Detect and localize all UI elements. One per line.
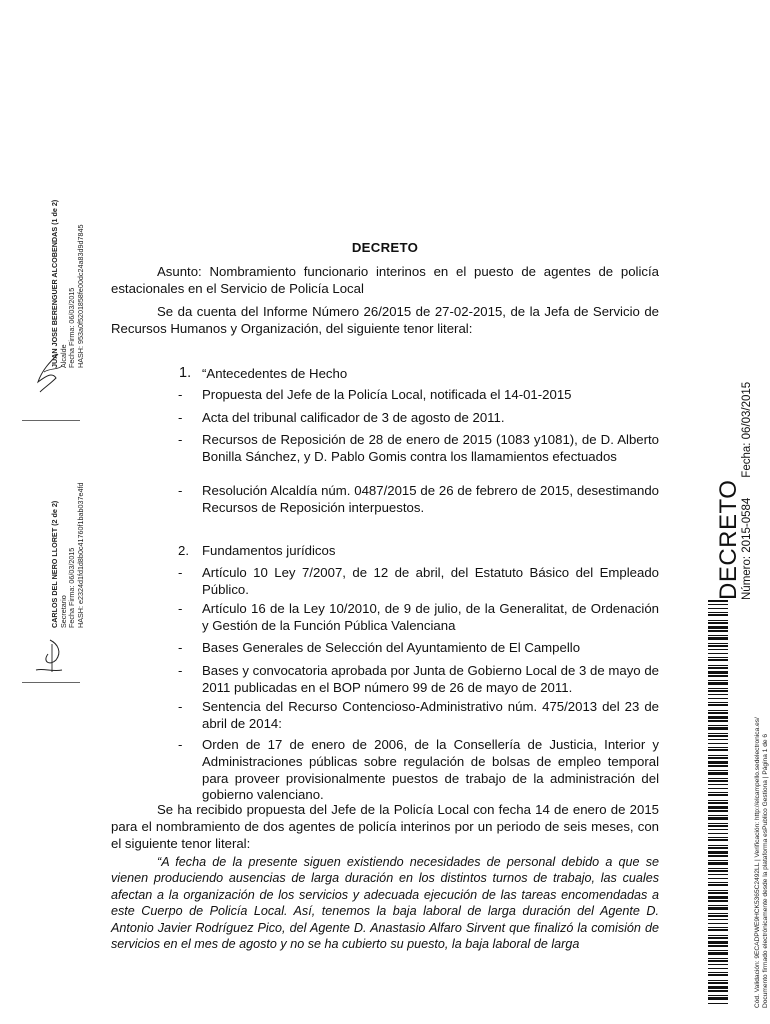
barcode-bar <box>708 704 728 706</box>
barcode-bar <box>708 1003 728 1004</box>
barcode-bar <box>708 657 728 658</box>
barcode-bar <box>708 645 728 647</box>
handwritten-signature-secretario <box>28 632 76 680</box>
barcode-bar <box>708 810 728 812</box>
section-heading: “Antecedentes de Hecho <box>202 366 348 381</box>
barcode-bar <box>708 612 728 613</box>
barcode-bar <box>708 792 728 793</box>
list-bullet: - <box>178 432 183 447</box>
barcode-bar <box>708 770 728 771</box>
barcode-bar <box>708 927 728 928</box>
list-item: Artículo 16 de la Ley 10/2010, de 9 de julio, de la Generalitat, de Ordenación y Gestión de la Función Pública Valenciana <box>202 601 659 633</box>
barcode-bar <box>708 937 728 939</box>
barcode-bar <box>708 698 728 699</box>
barcode-bar <box>708 960 728 962</box>
barcode-bar <box>708 935 728 936</box>
list-item: Resolución Alcaldía núm. 0487/2015 de 26 de febrero de 2015, desestimando Recursos de Reposición interpuestos. <box>202 483 659 515</box>
barcode-bar <box>708 833 728 834</box>
barcode-bar <box>708 608 728 609</box>
list-bullet: - <box>178 483 183 498</box>
signature-divider <box>22 420 80 421</box>
barcode-bar <box>708 964 728 965</box>
decreto-stamp-meta <box>741 382 754 600</box>
signature-text-alcalde <box>51 199 85 367</box>
barcode-bar <box>708 837 728 838</box>
barcode-bar <box>708 882 728 883</box>
barcode-bar <box>708 727 728 730</box>
barcode-bar <box>708 735 728 737</box>
barcode-bar <box>708 761 728 764</box>
barcode-bar <box>708 929 728 931</box>
barcode-bar <box>708 986 728 989</box>
barcode-bar <box>708 892 728 894</box>
signature-text-secretario <box>51 482 85 627</box>
barcode-bar <box>708 905 728 906</box>
barcode-bar <box>708 980 728 981</box>
barcode-bar <box>708 847 728 849</box>
barcode-bar <box>708 755 728 756</box>
asunto-paragraph: Asunto: Nombramiento funcionario interinos en el puesto de agentes de policía estacionales en el Servicio de Policía Local <box>111 264 659 296</box>
barcode-bar <box>708 630 728 632</box>
barcode-bar <box>708 907 728 910</box>
barcode-bar <box>708 600 728 602</box>
barcode-bar <box>708 720 728 722</box>
barcode-bar <box>708 626 728 629</box>
barcode-bar <box>708 643 728 644</box>
barcode-bar <box>708 765 728 767</box>
list-bullet: - <box>178 640 183 655</box>
barcode-bar <box>708 923 728 924</box>
signer-name: JUAN JOSE BERENGUER ALCOBENDAS (1 de 2) <box>50 199 59 368</box>
barcode-bar <box>708 952 728 955</box>
barcode-bar <box>708 749 728 751</box>
section-number: 1. <box>179 365 192 381</box>
barcode-bar <box>708 890 728 891</box>
barcode-bar <box>708 958 728 959</box>
list-item: Bases y convocatoria aprobada por Junta de Gobierno Local de 3 de mayo de 2011 publicadas en el BOP número 99 de 26 de mayo de 2011. <box>202 663 659 695</box>
verification-text <box>754 717 770 1008</box>
barcode <box>708 600 728 1010</box>
barcode-bar <box>708 772 728 775</box>
barcode-bar <box>708 919 728 920</box>
list-item: Artículo 10 Ley 7/2007, de 12 de abril, del Estatuto Básico del Empleado Público. <box>202 565 659 597</box>
barcode-bar <box>708 614 728 616</box>
intro-paragraph: Se da cuenta del Informe Número 26/2015 de 27-02-2015, de la Jefa de Servicio de Recursos Humanos y Organización, del siguiente tenor literal: <box>111 304 659 336</box>
list-item: Bases Generales de Selección del Ayuntamiento de El Campello <box>202 640 581 655</box>
signer-role: Secretario <box>58 594 68 628</box>
decreto-stamp-label: DECRETO <box>715 479 742 600</box>
barcode-bar <box>708 710 728 711</box>
document-title: DECRETO <box>351 240 419 255</box>
signature-date: Fecha Firma: 06/03/2015 <box>67 287 77 368</box>
barcode-bar <box>708 995 728 996</box>
barcode-bar <box>708 968 728 969</box>
list-bullet: - <box>178 410 183 425</box>
platform-note: Documento firmado electrónicamente desde la plataforma esPublico Gestiona | Página 1 de 6 <box>762 733 770 1008</box>
section-heading: Fundamentos jurídicos <box>202 543 336 558</box>
closing-paragraph: Se ha recibido propuesta del Jefe de la Policía Local con fecha 14 de enero de 2015 para el nombramiento de dos agentes de policía interinos por un periodo de seis meses, con el siguiente tenor literal: <box>111 802 659 851</box>
decreto-number: Número: 2015-0584 <box>741 497 753 600</box>
barcode-bar <box>708 802 728 804</box>
barcode-bar <box>708 788 728 789</box>
barcode-bar <box>708 845 728 846</box>
list-bullet: - <box>178 565 183 580</box>
signer-name: CARLOS DEL NERO LLORET (2 de 2) <box>50 500 59 628</box>
list-bullet: - <box>178 737 183 752</box>
barcode-bar <box>708 688 728 689</box>
barcode-bar <box>708 682 728 685</box>
signature-divider <box>22 682 80 683</box>
barcode-bar <box>708 878 728 879</box>
signer-role: Alcalde <box>58 344 68 368</box>
barcode-bar <box>708 868 728 869</box>
barcode-bar <box>708 743 728 744</box>
barcode-bar <box>708 778 728 779</box>
barcode-bar <box>708 680 728 681</box>
barcode-bar <box>708 839 728 841</box>
barcode-bar <box>708 653 728 654</box>
list-item: Recursos de Reposición de 28 de enero de 2015 (1083 y1081), de D. Alberto Bonilla Sánchez, y D. Pablo Gomis contra los llamamientos efectuados <box>202 432 659 464</box>
barcode-bar <box>708 675 728 677</box>
barcode-bar <box>708 900 728 902</box>
list-item: Propuesta del Jefe de la Policía Local, notificada el 14-01-2015 <box>202 387 572 402</box>
barcode-bar <box>708 913 728 914</box>
verification-code: Cód. Validación: 9ECADPWE9HCK5365C2492LL | Verificación: http://elcampello.sedelectronica.es/ <box>754 717 761 1008</box>
barcode-bar <box>708 855 728 857</box>
signature-block-secretario <box>22 422 85 680</box>
barcode-bar <box>708 635 728 636</box>
barcode-bar <box>708 896 728 899</box>
barcode-bar <box>708 874 728 875</box>
signature-date: Fecha Firma: 06/03/2015 <box>67 547 77 628</box>
list-bullet: - <box>178 387 183 402</box>
barcode-bar <box>708 823 728 824</box>
barcode-bar <box>708 667 728 669</box>
barcode-bar <box>708 694 728 695</box>
barcode-bar <box>708 712 728 714</box>
barcode-bar <box>708 637 728 640</box>
barcode-bar <box>708 733 728 734</box>
barcode-bar <box>708 915 728 917</box>
barcode-bar <box>708 815 728 816</box>
signature-block-alcalde <box>22 160 85 420</box>
list-bullet: - <box>178 699 183 714</box>
barcode-bar <box>708 747 728 748</box>
barcode-bar <box>708 757 728 759</box>
signature-hash: HASH: e2324d1fd1d8b0c41760f1bab037e4fd <box>75 482 85 628</box>
barcode-bar <box>708 990 728 992</box>
barcode-bar <box>708 884 728 886</box>
list-bullet: - <box>178 601 183 616</box>
barcode-bar <box>708 716 728 719</box>
barcode-bar <box>708 972 728 973</box>
barcode-bar <box>708 950 728 951</box>
barcode-bar <box>708 659 728 661</box>
barcode-bar <box>708 870 728 872</box>
barcode-bar <box>708 604 728 605</box>
barcode-bar <box>708 620 728 621</box>
barcode-bar <box>708 784 728 785</box>
signature-hash: HASH: 953a0f5201858fe00dc24a83d9d7845 <box>75 224 85 368</box>
list-item: Acta del tribunal calificador de 3 de agosto de 2011. <box>202 410 505 425</box>
barcode-bar <box>708 851 728 854</box>
list-item: Orden de 17 de enero de 2006, de la Consellería de Justicia, Interior y Administraciones públicas sobre regulación de bolsas de empleo temporal para proveer provisionalmente puestos de trabajo de la administración del gobierno valenciano. <box>202 737 659 803</box>
barcode-bar <box>708 780 728 782</box>
quoted-paragraph: “A fecha de la presente siguen existiendo necesidades de personal debido a que se vienen produciendo ausencias de larga duración en los distintos turnos de trabajo, las cuales afectan a la organización de los servicios y adecuada ejecución de las tareas encomendadas a este Cuerpo de Policía Local. Así, tenemos la baja laboral de larga duración del Agente D. Antonio Javier Rodríguez Pico, del Agente D. Anastasio Alfaro Sirvent que finalizó la comisión de servicios en el mes de agosto y no se ha cubierto su puesto, la baja laboral de larga <box>111 855 659 952</box>
barcode-bar <box>708 806 728 809</box>
barcode-bar <box>708 739 728 740</box>
barcode-bar <box>708 794 728 796</box>
barcode-bar <box>708 982 728 984</box>
barcode-bar <box>708 974 728 976</box>
barcode-bar <box>708 800 728 801</box>
section-number: 2. <box>178 543 189 558</box>
barcode-bar <box>708 860 728 861</box>
list-item: Sentencia del Recurso Contencioso-Administrativo núm. 475/2013 del 23 de abril de 2014: <box>202 699 659 731</box>
barcode-bar <box>708 941 728 944</box>
barcode-bar <box>708 862 728 865</box>
barcode-bar <box>708 690 728 692</box>
barcode-bar <box>708 825 728 827</box>
barcode-bar <box>708 702 728 703</box>
barcode-bar <box>708 649 728 650</box>
decreto-date: Fecha: 06/03/2015 <box>741 381 753 478</box>
barcode-bar <box>708 671 728 674</box>
barcode-bar <box>708 725 728 726</box>
barcode-bar <box>708 665 728 666</box>
barcode-bar <box>708 829 728 830</box>
list-bullet: - <box>178 663 183 678</box>
barcode-bar <box>708 622 728 624</box>
barcode-bar <box>708 997 728 1000</box>
barcode-bar <box>708 945 728 947</box>
barcode-bar <box>708 817 728 820</box>
